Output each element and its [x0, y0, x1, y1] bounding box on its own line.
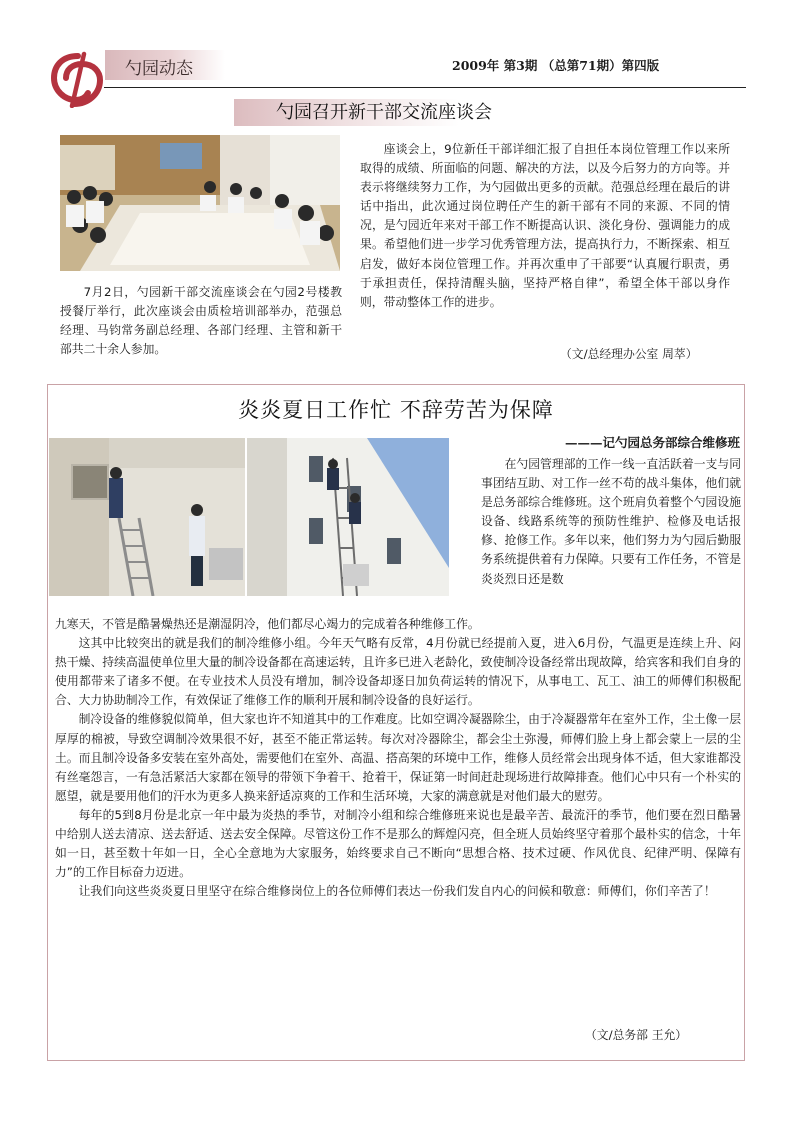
meeting-photo	[60, 135, 340, 271]
shaoyuan-logo	[48, 50, 106, 108]
article2-paragraph: 这其中比较突出的就是我们的制冷维修小组。今年天气略有反常，4月份就已经提前入夏，进入6月份，气温更是连续上升、闷热干燥、持续高温使单位里大量的制冷设备都在高速运转，且许多已进入老龄化，致使制冷设备经常出现故障，给宾客和我们自身的使用都带来了诸多不便。在专业技术人员没有增加，制冷设备却逐日加负荷运转的情况下，从事电工、瓦工、油工的师傅们积极配合、大力协助制冷工作，有效保证了维修工作的顺利开展和制冷设备的良好运行。	[55, 636, 741, 708]
article1-right-text: 座谈会上，9位新任干部详细汇报了自担任本岗位管理工作以来所取得的成绩、所面临的问题、解决的方法，以及今后努力的方向等。并表示将继续努力工作，为勺园做出更多的贡献。范强总经理在最后的讲话中指出，此次通过岗位聘任产生的新干部有不同的来源、不同的情况，是勺园近年来对干部工作不断提高认识、淡化身份、强调能力的成果。希望他们进一步学习优秀管理方法，提高执行力，不断探索、相互启发，做好本岗位管理工作。并再次重申了干部要“认真履行职责，勇于承担责任，保持清醒头脑，坚持严格自律”，希望全体干部以身作则，带动整体工作的进步。	[360, 142, 730, 309]
article2-paragraph: 每年的5到8月份是北京一年中最为炎热的季节，对制冷小组和综合维修班来说也是最辛苦、最流汗的季节，他们要在烈日酷暑中给别人送去清凉、送去舒适、送去安全保障。尽管这份工作不是那么的辉煌闪亮，但全班人员始终坚守着那个最朴实的信念，十年如一日，甚至数十年如一日，全心全意地为大家服务，始终要求自己不断向“思想合格、技术过硬、作风优良、纪律严明、保障有力”的工作目标奋力迈进。	[55, 807, 741, 880]
article1-title: 勺园召开新干部交流座谈会	[276, 102, 492, 123]
repair-photo-ladder	[49, 438, 245, 596]
section-title: 勺园动态	[125, 59, 193, 79]
issue-info: 2009年 第3期 （总第71期）第四版	[452, 58, 660, 73]
article2-intro-text: 在勺园管理部的工作一线一直活跃着一支与同事团结互助、对工作一丝不苟的战斗集体，他们就是总务部综合维修班。这个班肩负着整个勺园设施设备、线路系统等的预防性维护、检修及电话报修、抢修工作。多年以来，他们努力为勺园后勤服务系统提供着有力保障。只要有工作任务，不管是炎炎烈日还是数	[481, 457, 741, 586]
article2-title: 炎炎夏日工作忙 不辞劳苦为保障	[238, 398, 554, 422]
article2-subtitle: ———记勺园总务部综合维修班	[564, 435, 740, 450]
article2-byline: （文/总务部 王允）	[585, 1028, 688, 1042]
article2-paragraph: 制冷设备的维修貌似简单，但大家也许不知道其中的工作难度。比如空调冷凝器除尘，由于冷凝器常年在室外工作，尘土像一层厚厚的棉被，导致空调制冷效果很不好，甚至不能正常运转。每次对冷器除尘，都会尘土弥漫，师傅们脸上身上都会蒙上一层的尘土。而且制冷设备多安装在室外高处，需要他们在室外、高温、搭高架的环境中工作，维修人员经常会出现身体不适，但大家谁都没有丝毫怨言，一有急活紧活大家都在领导的带领下争着干、抢着干，保证第一时间赶赴现场进行故障排查。他们心中只有一个朴实的愿望，就是要用他们的汗水为更多人换来舒适凉爽的工作和生活环境，大家的满意就是对他们最大的慰劳。	[55, 712, 741, 803]
article2-body	[55, 615, 741, 901]
repair-photo-building	[247, 438, 449, 596]
article2-paragraph: 让我们向这些炎炎夏日里坚守在综合维修岗位上的各位师傅们表达一份我们发自内心的问候和敬意：师傅们，你们辛苦了！	[78, 884, 716, 899]
article1-left-text: 7月2日，勺园新干部交流座谈会在勺园2号楼教授餐厅举行，此次座谈会由质检培训部举办，范强总经理、马钧常务副总经理、各部门经理、主管和新干部共二十余人参加。	[60, 285, 342, 357]
section-tab	[105, 50, 225, 80]
header-divider	[104, 87, 746, 88]
article1-byline: （文/总经理办公室 周萃）	[560, 347, 698, 361]
article2-paragraph: 九寒天，不管是酷暑燥热还是潮湿阴冷，他们都尽心竭力的完成着各种维修工作。	[55, 617, 480, 631]
